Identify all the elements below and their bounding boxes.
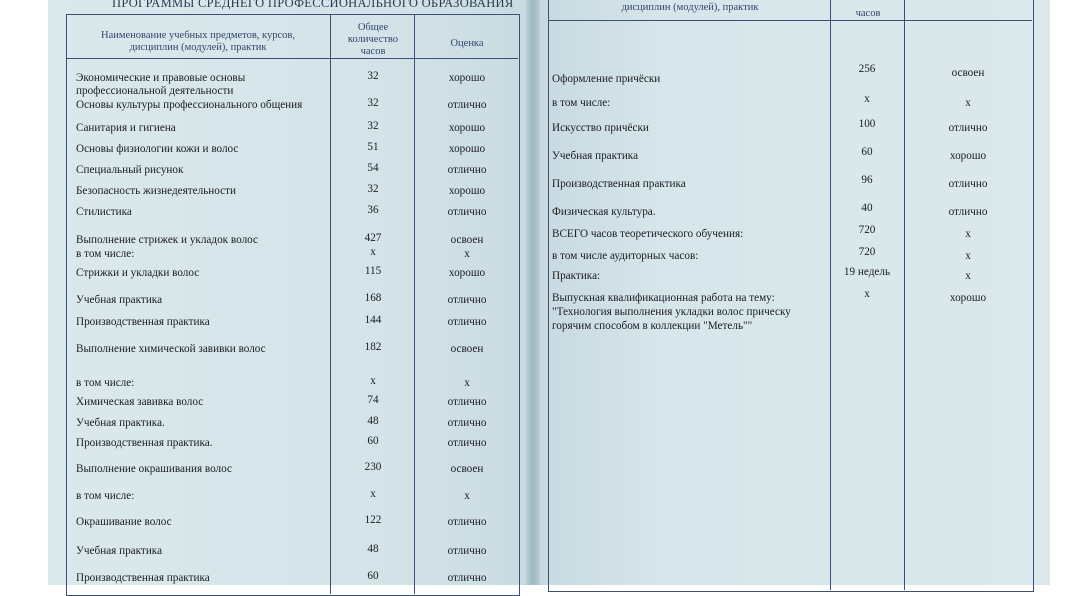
- right-header-hours: часов: [855, 8, 881, 19]
- row-name: Выпускная квалификационная работа на тему:: [552, 292, 775, 304]
- left-header-name: Наименование учебных предметов, курсов, дисциплин (модулей), практик: [100, 30, 295, 53]
- row-name: Выполнение стрижек и укладок волос: [76, 234, 258, 246]
- row-grade: x: [965, 97, 971, 109]
- row-name: Искусство причёски: [552, 122, 649, 134]
- row-name: в том числе:: [76, 490, 135, 502]
- row-hours: 19 недель: [843, 266, 891, 278]
- row-hours: x: [864, 93, 870, 105]
- row-name: Учебная практика: [552, 150, 639, 162]
- row-grade: отлично: [447, 316, 487, 328]
- row-name: Химическая завивка волос: [76, 396, 204, 408]
- row-name: Основы физиологии кожи и волос: [76, 143, 239, 155]
- row-hours: x: [370, 375, 376, 387]
- row-grade: отлично: [447, 294, 487, 306]
- row-grade: отлично: [447, 516, 487, 528]
- left-header-hours: Общее количество часов: [347, 22, 399, 57]
- row-hours: 32: [367, 70, 379, 82]
- row-name: Производственная практика: [76, 572, 210, 584]
- row-grade: хорошо: [448, 72, 486, 84]
- row-grade: отлично: [447, 206, 487, 218]
- row-hours: 60: [367, 435, 379, 447]
- row-hours: 115: [364, 265, 382, 277]
- row-hours: 144: [364, 314, 382, 326]
- row-name: Учебная практика: [76, 545, 163, 557]
- program-title: ПРОГРАММЫ СРЕДНЕГО ПРОФЕССИОНАЛЬНОГО ОБРАЗОВАНИЯ: [112, 0, 514, 10]
- row-name: Стилистика: [76, 206, 132, 218]
- row-name: Учебная практика: [76, 294, 163, 306]
- right-col-divider-1: [830, 0, 831, 590]
- row-hours: 48: [367, 543, 379, 555]
- left-page: [48, 0, 526, 585]
- row-name: Окрашивание волос: [76, 516, 172, 528]
- row-name: Санитария и гигиена: [76, 122, 176, 134]
- row-hours: 60: [367, 570, 379, 582]
- right-header-divider: [548, 20, 1032, 21]
- row-hours: x: [370, 246, 376, 258]
- row-grade: хорошо: [448, 185, 486, 197]
- row-grade: x: [464, 248, 470, 260]
- right-page: [540, 0, 1050, 585]
- row-name: Специальный рисунок: [76, 164, 184, 176]
- row-name: Стрижки и укладки волос: [76, 267, 200, 279]
- row-grade: отлично: [948, 122, 988, 134]
- row-grade: x: [965, 228, 971, 240]
- row-hours: 427: [364, 232, 382, 244]
- row-grade: x: [965, 250, 971, 262]
- row-grade: отлично: [447, 437, 487, 449]
- row-grade: хорошо: [949, 150, 987, 162]
- row-name: Производственная практика: [76, 316, 210, 328]
- row-grade: хорошо: [448, 143, 486, 155]
- row-name: Основы культуры профессионального общения: [76, 99, 303, 111]
- row-hours: x: [370, 488, 376, 500]
- row-name: Производственная практика.: [76, 437, 213, 449]
- row-grade: отлично: [447, 99, 487, 111]
- row-hours: 54: [367, 162, 379, 174]
- row-grade: хорошо: [448, 122, 486, 134]
- row-grade: освоен: [450, 343, 484, 355]
- row-grade: отлично: [447, 396, 487, 408]
- row-grade: отлично: [447, 545, 487, 557]
- left-col-divider-1: [330, 14, 331, 594]
- row-hours: 96: [861, 174, 873, 186]
- row-grade: отлично: [447, 164, 487, 176]
- row-name: в том числе:: [552, 97, 611, 109]
- row-name: в том числе:: [76, 377, 135, 389]
- row-grade: отлично: [948, 206, 988, 218]
- row-hours: 74: [367, 394, 379, 406]
- row-name: Учебная практика.: [76, 417, 165, 429]
- row-grade: освоен: [450, 234, 484, 246]
- row-hours: 182: [364, 341, 382, 353]
- row-name: "Технология выполнения укладки волос прическу: [552, 306, 791, 318]
- row-name: Практика:: [552, 270, 601, 282]
- left-header-divider: [66, 58, 518, 59]
- row-hours: 100: [858, 118, 876, 130]
- row-grade: x: [965, 270, 971, 282]
- right-header-name: дисциплин (модулей), практик: [621, 2, 759, 13]
- row-name: Выполнение химической завивки волос: [76, 343, 266, 355]
- row-grade: отлично: [948, 178, 988, 190]
- row-hours: 168: [364, 292, 382, 304]
- row-name: Экономические и правовые основы профессиональной деятельности: [76, 72, 246, 97]
- row-name: в том числе:: [76, 248, 135, 260]
- row-hours: 40: [861, 202, 873, 214]
- row-name: Производственная практика: [552, 178, 686, 190]
- row-grade: освоен: [450, 463, 484, 475]
- row-hours: 60: [861, 146, 873, 158]
- row-hours: 32: [367, 120, 379, 132]
- book-gutter: [526, 0, 540, 585]
- row-hours: 256: [858, 63, 876, 75]
- row-grade: хорошо: [448, 267, 486, 279]
- row-hours: 48: [367, 415, 379, 427]
- row-hours: 122: [364, 514, 382, 526]
- row-name: Физическая культура.: [552, 206, 656, 218]
- row-grade: отлично: [447, 417, 487, 429]
- row-name: Оформление причёски: [552, 73, 661, 85]
- row-hours: 720: [858, 224, 876, 236]
- row-name: в том числе аудиторных часов:: [552, 250, 699, 262]
- row-hours: 51: [367, 141, 379, 153]
- row-grade: x: [464, 490, 470, 502]
- row-grade: хорошо: [949, 292, 987, 304]
- row-hours: 36: [367, 204, 379, 216]
- row-name: горячим способом в коллекции "Метель"": [552, 320, 753, 332]
- row-hours: 32: [367, 97, 379, 109]
- row-name: Выполнение окрашивания волос: [76, 463, 232, 475]
- row-grade: освоен: [951, 67, 985, 79]
- left-header-grade: Оценка: [450, 38, 484, 49]
- row-hours: 32: [367, 183, 379, 195]
- row-hours: x: [864, 288, 870, 300]
- left-col-divider-2: [414, 14, 415, 594]
- row-hours: 720: [858, 246, 876, 258]
- right-col-divider-2: [904, 0, 905, 590]
- row-name: Безопасность жизнедеятельности: [76, 185, 236, 197]
- row-grade: x: [464, 377, 470, 389]
- row-hours: 230: [364, 461, 382, 473]
- row-name: ВСЕГО часов теоретического обучения:: [552, 228, 744, 240]
- row-grade: отлично: [447, 572, 487, 584]
